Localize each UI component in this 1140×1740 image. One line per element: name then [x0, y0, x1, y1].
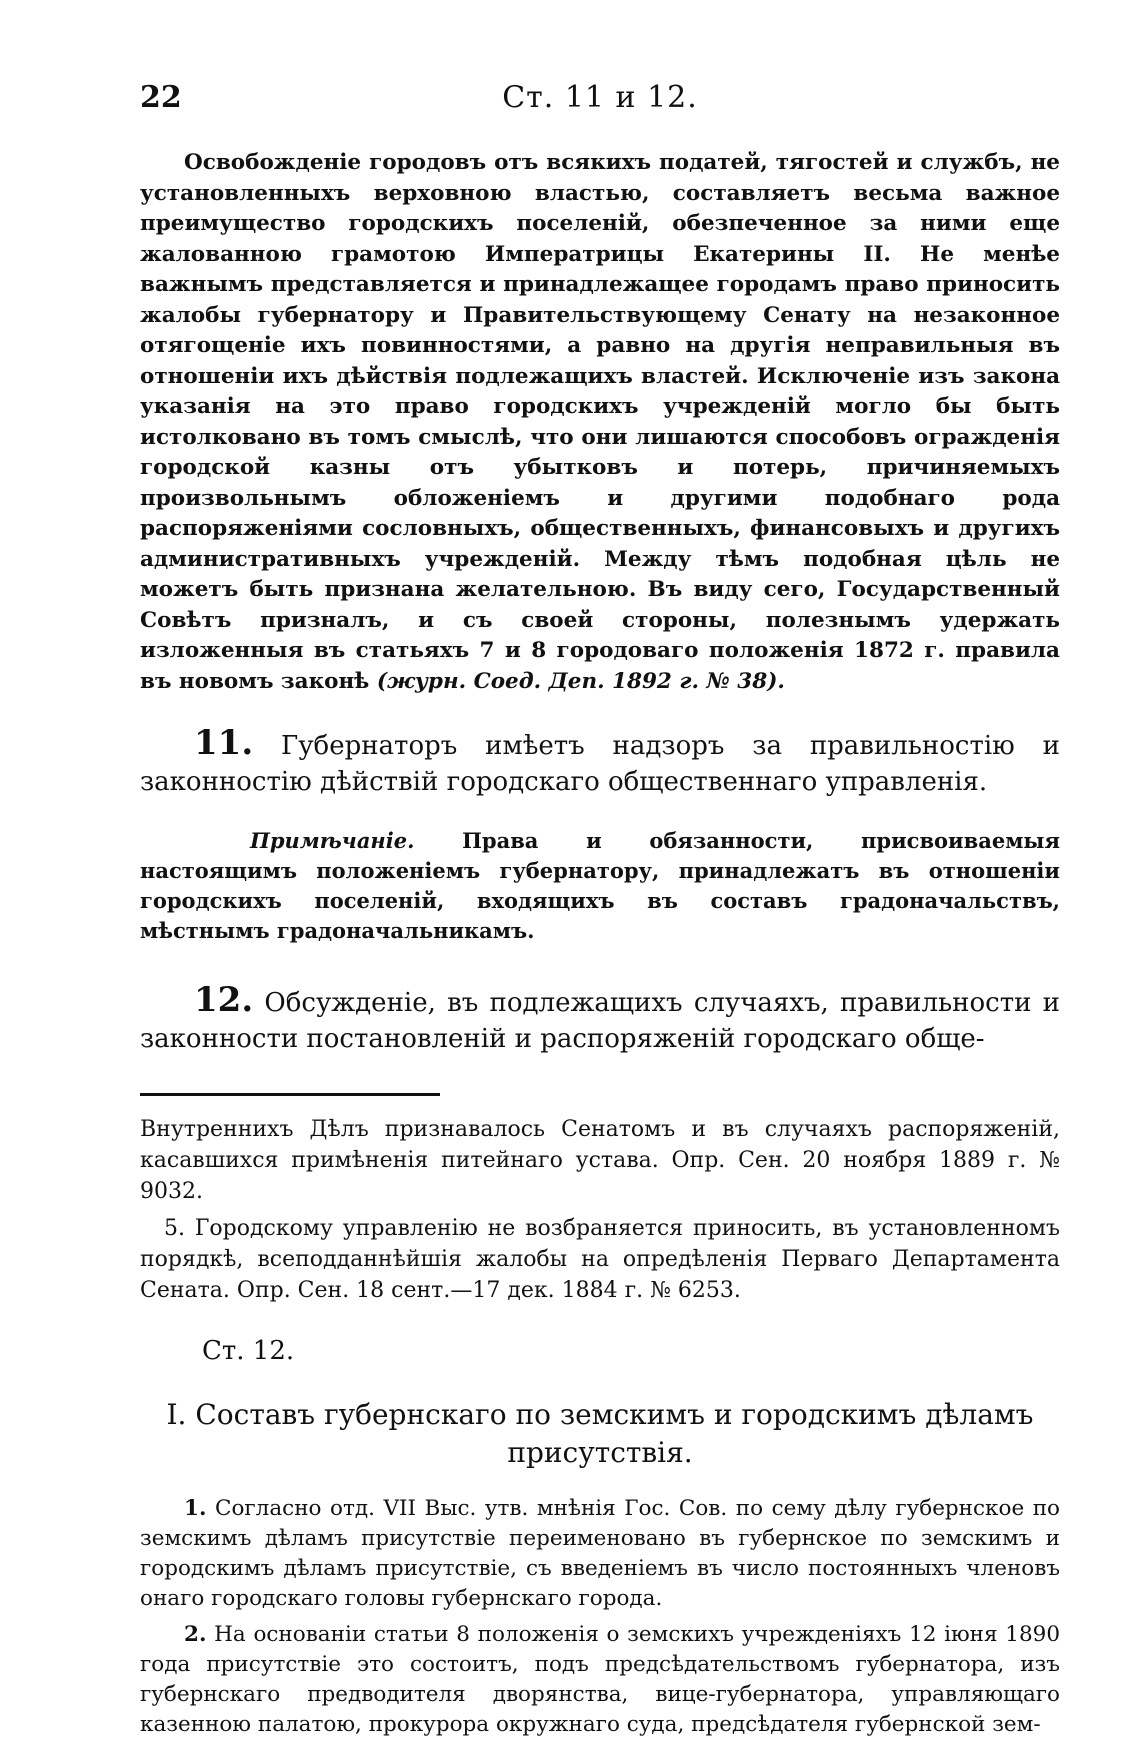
section-reference: Ст. 12.: [202, 1336, 295, 1366]
commentary-paragraph: [140, 148, 1060, 697]
commentary-text: Освобожденіе городовъ отъ всякихъ податей, тягостей и службъ, не установленныхъ верховною властью, составляетъ весьма важное преимущество городскихъ поселеній, обезпеченное за ними еще жалованною грамотою Императрицы Екатерины II. Не менѣе важнымъ представляется и принадлежащее городамъ право приносить жалобы губернатору и Правительствующему Сенату на незаконное отягощеніе ихъ повинностями, а равно на другія неправильныя въ отношеніи ихъ дѣйствія подлежащихъ властей. Исключеніе изъ закона указанія на это право городскихъ учрежденій могло бы быть истолковано въ томъ смыслѣ, что они лишаются способовъ огражденія городской казны отъ убытковъ и потерь, причиняемыхъ произвольнымъ обложеніемъ и другими подобнаго рода распоряженіями сословныхъ, общественныхъ, финансовыхъ и другихъ административныхъ учрежденій. Между тѣмъ подобная цѣль не можетъ быть признана желательною. Въ виду сего, Государственный Совѣтъ призналъ, и съ своей стороны, полезнымъ удержать изложенныя въ статьяхъ 7 и 8 городоваго положенія 1872 г. правила въ новомъ законѣ: [140, 150, 1060, 694]
article-12-number: 12.: [194, 980, 254, 1020]
paragraph-text: Согласно отд. VII Выс. утв. мнѣнія Гос. Сов. по сему дѣлу губернское по земскимъ дѣламъ присутствіе переименовано въ губернское по земскимъ и городскимъ дѣламъ присутствіе, съ введеніемъ въ число постоянныхъ членовъ онаго городскаго головы губернскаго города.: [140, 1496, 1060, 1611]
article-11-note: [140, 826, 1060, 946]
section-heading: I. Составъ губернскаго по земскимъ и городскимъ дѣламъ присутствія.: [166, 1398, 1034, 1469]
numbered-paragraph: [140, 1494, 1060, 1614]
article-11: [140, 725, 1060, 800]
footnote-continuation: Внутреннихъ Дѣлъ признавалось Сенатомъ и въ случаяхъ распоряженій, касавшихся примѣненія питейнаго устава. Опр. Сен. 20 ноября 1889 г. № 9032.: [140, 1117, 1060, 1204]
note-text: Права и обязанности, присвоиваемыя настоящимъ положеніемъ губернатору, принадлежатъ въ отношеніи городскихъ поселеній, входящихъ въ составъ градоначальствъ, мѣстнымъ градоначальникамъ.: [140, 828, 1060, 943]
paragraph-text: На основаніи статьи 8 положенія о земскихъ учрежденіяхъ 12 іюня 1890 года присутствіе это состоитъ, подъ предсѣдательствомъ губернатора, изъ губернскаго предводителя дворянства, вице-губернатора, управляющаго казенною палатою, прокурора окружнаго суда, предсѣдателя губернской зем-: [140, 1622, 1061, 1737]
running-head: [140, 70, 1060, 130]
paragraph-number: 2.: [184, 1622, 207, 1647]
article-11-number: 11.: [194, 723, 254, 763]
page-number: 22: [140, 80, 182, 115]
footnote-item-5: 5. Городскому управленію не возбраняется приносить, въ установленномъ порядкѣ, всеподданнѣйшія жалобы на опредѣленія Перваго Департамента Сената. Опр. Сен. 18 сент.—17 дек. 1884 г. № 6253.: [140, 1216, 1060, 1303]
note-label: Примѣчаніе.: [250, 828, 415, 853]
footnote-divider: [140, 1093, 440, 1096]
book-page: [140, 70, 1060, 1740]
numbered-paragraph: [140, 1620, 1060, 1740]
article-12: [140, 982, 1060, 1057]
commentary-citation: (журн. Соед. Деп. 1892 г. № 38).: [376, 668, 785, 694]
paragraph-number: 1.: [184, 1496, 207, 1521]
footnotes: [140, 1114, 1060, 1306]
article-12-text: Обсужденіе, въ подлежащихъ случаяхъ, правильности и законности постановленій и распоряженій городскаго обще-: [140, 988, 1060, 1054]
running-title: Ст. 11 и 12.: [502, 80, 698, 115]
article-11-text: Губернаторъ имѣетъ надзоръ за правильностію и законностію дѣйствій городскаго общественнаго управленія.: [140, 731, 1061, 797]
